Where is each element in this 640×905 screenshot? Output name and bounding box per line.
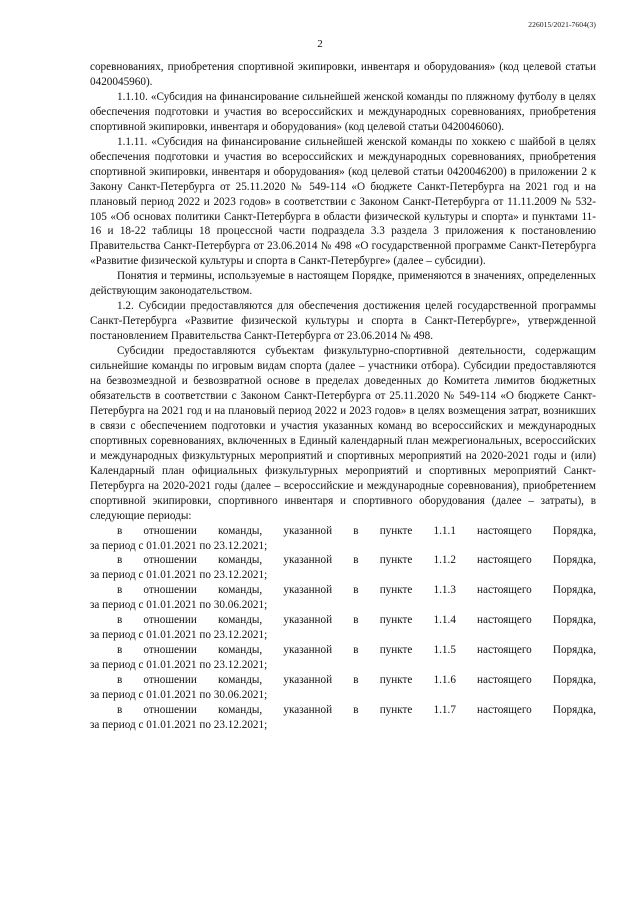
period-dates: за период с 01.01.2021 по 30.06.2021; [90,689,268,702]
period-item [90,703,596,733]
period-team-ref: в отношении команды, указанной в пункте 1.1.7 настоящего Порядка, [117,703,596,716]
document-number: 226015/2021-7604(3) [528,20,596,29]
period-team-ref: в отношении команды, указанной в пункте 1.1.6 настоящего Порядка, [117,674,596,687]
paragraph-1-2: 1.2. Субсидии предоставляются для обеспечения достижения целей государственной программы Санкт-Петербурга «Развитие физической культуры и спорта в Санкт-Петербурге», утвержденной постановлением Правительства Санкт-Петербурга от 23.06.2014 № 498. [90,300,596,343]
period-item [90,613,596,643]
paragraph-1-1-11: 1.1.11. «Субсидия на финансирование сильнейшей женской команды по хоккею с шайбой в целях обеспечения подготовки и участия во всероссийских и международных соревнованиях, приобретения спортивной экипировки, инвентаря и оборудования» (код целевой статьи 0420046200) в приложении 2 к Закону Санкт-Петербурга от 25.11.2020 № 549-114 «О бюджете Санкт-Петербурга на 2021 год и на плановый период 2022 и 2023 годов» в соответствии с Законом Санкт-Петербурга от 11.11.2009 № 532-105 «Об основах политики Санкт-Петербурга в области физической культуры и спорта» и пунктами 11-16 и 18-22 таблицы 18 процессной части подраздела 3.3 раздела 3 приложения к постановлению Правительства Санкт-Петербурга от 23.06.2014 № 498 «О государственной программе Санкт-Петербурга «Развитие физической культуры и спорта в Санкт-Петербурге» (далее – субсидии). [90,135,596,268]
period-item [90,553,596,583]
period-dates: за период с 01.01.2021 по 30.06.2021; [90,599,268,612]
period-dates: за период с 01.01.2021 по 23.12.2021; [90,539,268,552]
paragraph-continuation: соревнованиях, приобретения спортивной экипировки, инвентаря и оборудования» (код целевой статьи 0420045960). [90,61,596,88]
period-item [90,673,596,703]
period-team-ref: в отношении команды, указанной в пункте 1.1.1 настоящего Порядка, [117,524,596,537]
period-team-ref: в отношении команды, указанной в пункте 1.1.3 настоящего Порядка, [117,584,596,597]
period-team-ref: в отношении команды, указанной в пункте 1.1.4 настоящего Порядка, [117,614,596,627]
period-item [90,643,596,673]
period-dates: за период с 01.01.2021 по 23.12.2021; [90,629,268,642]
paragraph-1-1-10: 1.1.10. «Субсидия на финансирование сильнейшей женской команды по пляжному футболу в целях обеспечения подготовки и участия во всероссийских и международных соревнованиях, приобретения спортивной экипировки, инвентаря и оборудования» (код целевой статьи 0420046060). [90,90,596,133]
document-body [90,60,596,733]
period-item [90,524,596,554]
period-dates: за период с 01.01.2021 по 23.12.2021; [90,659,268,672]
paragraph-subsidies: Субсидии предоставляются субъектам физкультурно-спортивной деятельности, содержащим сильнейшие команды по игровым видам спорта (далее – участники отбора). Субсидии предоставляются на безвозмездной и безвозвратной основе в пределах доведенных до Комитета лимитов бюджетных обязательств в соответствии с Законом Санкт-Петербурга от 25.11.2020 № 549-114 «О бюджете Санкт-Петербурга на 2021 год и на плановый период 2022 и 2023 годов» в целях возмещения затрат, возникших в связи с обеспечением подготовки и участия указанных команд во всероссийских и международных спортивных соревнованиях, включенных в Единый календарный план межрегиональных, всероссийских и международных физкультурных мероприятий и спортивных мероприятий на 2020-2021 годы и (или) Календарный план официальных физкультурных мероприятий и спортивных мероприятий Санкт-Петербурга на 2020-2021 годы (далее – всероссийские и международные соревнования), приобретением спортивной экипировки, спортивного инвентаря и спортивного оборудования (далее – затраты), в следующие периоды: [90,345,596,522]
period-dates: за период с 01.01.2021 по 23.12.2021; [90,569,268,582]
paragraph-terms: Понятия и термины, используемые в настоящем Порядке, применяются в значениях, определенных действующим законодательством. [90,270,596,298]
period-dates: за период с 01.01.2021 по 23.12.2021; [90,718,268,731]
period-item [90,583,596,613]
period-team-ref: в отношении команды, указанной в пункте 1.1.2 настоящего Порядка, [117,554,596,567]
period-team-ref: в отношении команды, указанной в пункте 1.1.5 настоящего Порядка, [117,644,596,657]
page-number: 2 [317,38,323,50]
